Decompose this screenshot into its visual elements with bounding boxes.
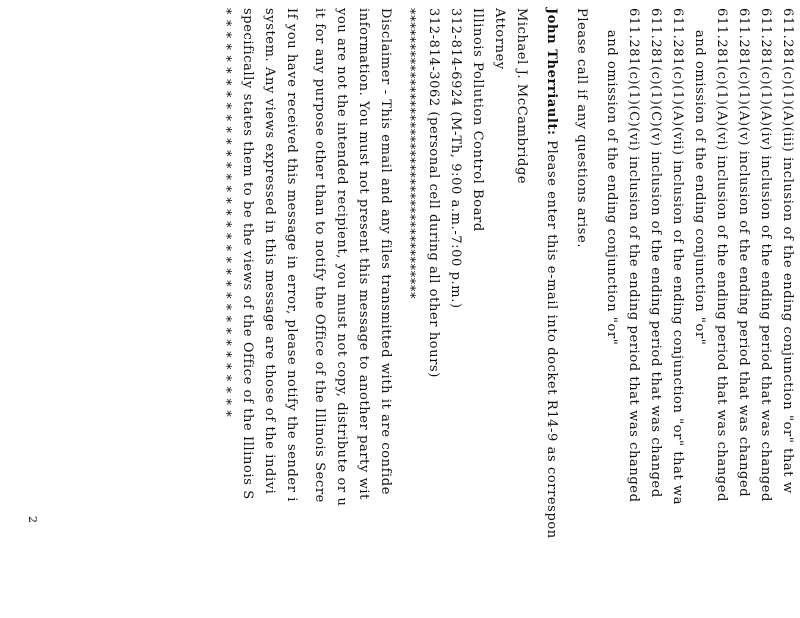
docket-instruction-text: Please enter this e-mail into docket R14-9 as correspon	[544, 135, 559, 539]
page-number: 2	[26, 516, 39, 523]
disclaimer-line: system. Any views expressed in this message are those of the indivi	[262, 8, 277, 495]
signature-name: Michael J. McCambridge	[514, 8, 529, 185]
separator-stars: *****************************************	[402, 8, 417, 300]
amendment-line: 611.281(c)(1)(A)(vi) inclusion of the ending period that was changed	[714, 8, 729, 502]
separator-stars: * * * * * * * * * * * * * * * * * * * * * * * * * * * * * * * * * * *	[218, 8, 233, 418]
disclaimer-line: information. You must not present this message to another party wit	[356, 8, 371, 500]
signature-cell: 312-814-3062 (personal cell during all other hours)	[426, 8, 441, 378]
signature-title: Attorney	[492, 8, 507, 70]
closing-request: Please call if any questions arise.	[574, 8, 589, 249]
rotated-document-page	[0, 8, 795, 618]
amendment-line: 611.281(c)(1)(C)(v) inclusion of the ending period that was changed	[648, 8, 663, 498]
amendment-line-continued: and omission of the ending conjunction "or"	[692, 30, 707, 346]
amendment-line: 611.281(c)(1)(A)(vii) inclusion of the ending conjunction "or" that wa	[670, 8, 685, 506]
docket-instruction	[542, 8, 560, 539]
disclaimer-line: it for any purpose other than to notify the Office of the Illinois Secre	[312, 8, 327, 503]
disclaimer-line: If you have received this message in error, please notify the sender i	[284, 8, 299, 503]
disclaimer-line: Disclaimer - This email and any files transmitted with it are confide	[378, 8, 393, 496]
amendment-line: 611.281(c)(1)(A)(iv) inclusion of the ending period that was changed	[758, 8, 773, 502]
disclaimer-line: specifically states them to be the views of the Office of the Illinois S	[240, 8, 255, 500]
recipient-name: John Therriault:	[544, 8, 559, 136]
disclaimer-line: you are not the intended recipient, you must not copy, distribute or u	[334, 8, 349, 507]
signature-organization: Illinois Pollution Control Board	[470, 8, 485, 232]
signature-phone: 312-814-6924 (M-Th, 9:00 a.m.-7:00 p.m.)	[448, 8, 463, 309]
amendment-line: 611.281(c)(1)(A)(v) inclusion of the ending period that was changed	[736, 8, 751, 498]
amendment-line-continued: and omission of the ending conjunction "or"	[604, 30, 619, 346]
amendment-line: 611.281(c)(1)(C)(vi) inclusion of the ending period that was changed	[626, 8, 641, 503]
amendment-line: 611.281(c)(1)(A)(iii) inclusion of the ending conjunction "or" that w	[780, 8, 795, 494]
